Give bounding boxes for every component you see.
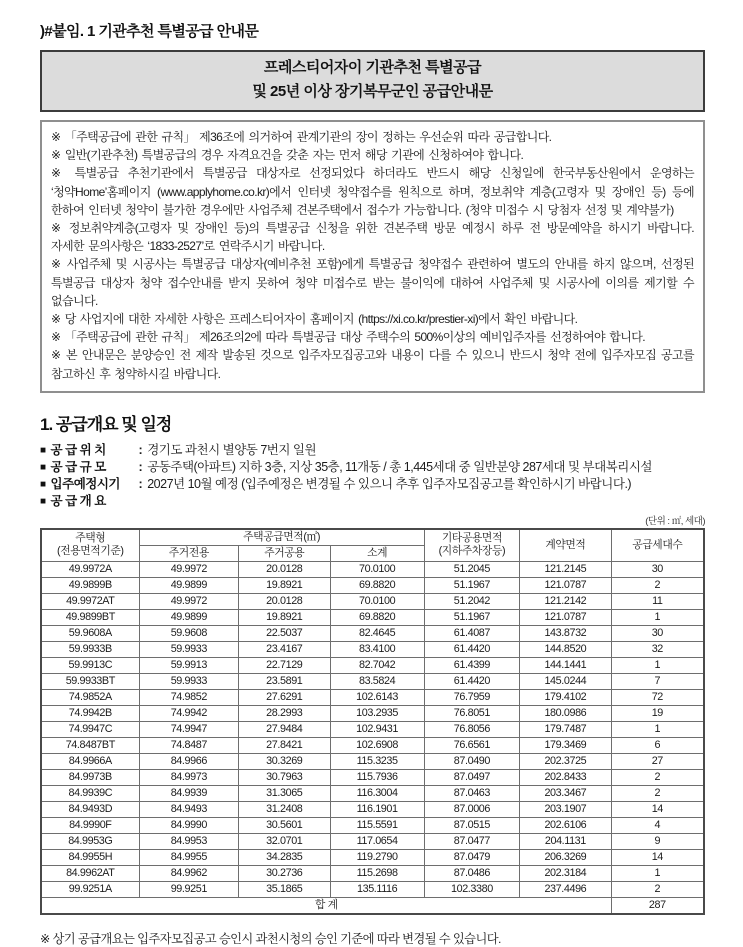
table-cell: 27 [611, 753, 704, 769]
table-cell: 61.4399 [424, 657, 519, 673]
table-cell: 31.3065 [239, 785, 330, 801]
table-cell: 9 [611, 833, 704, 849]
table-cell: 23.4167 [239, 641, 330, 657]
table-cell: 84.9990F [41, 817, 139, 833]
bullet-separator: : [138, 442, 143, 457]
table-cell: 61.4420 [424, 673, 519, 689]
table-cell: 59.9913 [139, 657, 238, 673]
table-cell: 84.9939 [139, 785, 238, 801]
table-cell: 99.9251 [139, 881, 238, 897]
table-cell: 179.7487 [520, 721, 611, 737]
square-bullet-icon: ■ [40, 461, 46, 473]
table-row [41, 753, 704, 769]
col-header-common-area: 주거공용 [239, 545, 330, 561]
table-row [41, 849, 704, 865]
table-row [41, 657, 704, 673]
table-cell: 11 [611, 593, 704, 609]
table-cell: 74.8487BT [41, 737, 139, 753]
bullet-supply-scale [40, 459, 705, 476]
section-title: 1. 공급개요 및 일정 [40, 414, 172, 434]
table-cell: 14 [611, 849, 704, 865]
supply-table-body [41, 561, 704, 897]
table-cell: 22.7129 [239, 657, 330, 673]
table-cell: 84.9955 [139, 849, 238, 865]
table-cell: 28.2993 [239, 705, 330, 721]
supply-overview-table [40, 528, 705, 915]
table-cell: 30 [611, 625, 704, 641]
table-cell: 74.9942 [139, 705, 238, 721]
table-cell: 30 [611, 561, 704, 577]
col-header-supply-area-group: 주택공급면적(㎡) [139, 529, 424, 546]
table-cell: 202.3725 [520, 753, 611, 769]
table-cell: 202.6106 [520, 817, 611, 833]
unit-note: (단위 : ㎡, 세대) [645, 515, 705, 527]
col-header-household-count: 공급세대수 [611, 529, 704, 562]
table-row [41, 641, 704, 657]
table-cell: 87.0490 [424, 753, 519, 769]
table-row [41, 737, 704, 753]
table-cell: 116.1901 [330, 801, 424, 817]
table-cell: 135.1116 [330, 881, 424, 897]
table-cell: 23.5891 [239, 673, 330, 689]
table-cell: 204.1131 [520, 833, 611, 849]
bullet-separator: : [138, 476, 143, 491]
header-box-line1: 프레스티어자이 기관추천 특별공급 [263, 59, 482, 76]
table-cell: 30.5601 [239, 817, 330, 833]
table-row [41, 673, 704, 689]
table-cell: 117.0654 [330, 833, 424, 849]
table-cell: 59.9933BT [41, 673, 139, 689]
table-cell: 102.3380 [424, 881, 519, 897]
table-cell: 121.2145 [520, 561, 611, 577]
bullet-label: 공 급 위 치 [50, 442, 106, 457]
table-cell: 27.9484 [239, 721, 330, 737]
table-cell: 51.2042 [424, 593, 519, 609]
table-cell: 180.0986 [520, 705, 611, 721]
table-cell: 82.4645 [330, 625, 424, 641]
table-cell: 74.9947 [139, 721, 238, 737]
table-cell: 202.3184 [520, 865, 611, 881]
header-box [40, 50, 705, 112]
table-cell: 35.1865 [239, 881, 330, 897]
total-value: 287 [611, 897, 704, 914]
table-cell: 51.1967 [424, 609, 519, 625]
col-header-housing-type-line2: (전용면적기준) [57, 545, 124, 558]
table-cell: 102.6143 [330, 689, 424, 705]
table-cell: 115.3235 [330, 753, 424, 769]
table-cell: 19.8921 [239, 609, 330, 625]
table-cell: 76.7959 [424, 689, 519, 705]
col-header-contract-area: 계약면적 [520, 529, 611, 562]
table-cell: 2 [611, 785, 704, 801]
table-cell: 84.9493D [41, 801, 139, 817]
table-cell: 69.8820 [330, 577, 424, 593]
table-cell: 87.0463 [424, 785, 519, 801]
notice-box [40, 120, 705, 393]
notice-paragraph: ※ 본 안내문은 분양승인 전 제작 발송된 것으로 입주자모집공고와 내용이 다를 수 있으니 반드시 청약 전에 입주자모집 공고를 참고하신 후 청약하시길 바랍니다. [51, 348, 694, 381]
table-cell: 121.0787 [520, 609, 611, 625]
table-cell: 30.7963 [239, 769, 330, 785]
table-cell: 2 [611, 769, 704, 785]
table-cell: 49.9972 [139, 561, 238, 577]
notice-paragraph: ※ 특별공급 추천기관에서 특별공급 대상자로 선정되었다 하더라도 반드시 해당 신청일에 한국부동산원에서 운영하는 ‘청약Home’홈페이지 (www.applyhome.co.kr)에서 인터넷 청약접수를 원칙으로 하며, 정보취약 계층(고령자 및 장애인 등) 등에 한하여 인터넷 청약이 불가한 경우에만 사업주체 견본주택에서 접수가 가능합니다. (청약 미접수 시 당첨자 선정 및 계약불가) [51, 166, 694, 217]
attachment-title: )#붙임. 1 기관추천 특별공급 안내문 [40, 23, 259, 40]
table-cell: 20.0128 [239, 593, 330, 609]
table-cell: 1 [611, 865, 704, 881]
table-cell: 84.9962AT [41, 865, 139, 881]
table-cell: 87.0515 [424, 817, 519, 833]
table-cell: 84.9493 [139, 801, 238, 817]
table-cell: 74.9947C [41, 721, 139, 737]
table-cell: 99.9251A [41, 881, 139, 897]
table-cell: 2 [611, 577, 704, 593]
table-cell: 115.5591 [330, 817, 424, 833]
bullet-value: 경기도 과천시 별양동 7번지 일원 [147, 442, 317, 457]
table-cell: 84.9939C [41, 785, 139, 801]
table-cell: 202.8433 [520, 769, 611, 785]
table-cell: 84.9953G [41, 833, 139, 849]
table-cell: 32 [611, 641, 704, 657]
col-header-other-common-area [424, 529, 519, 562]
table-cell: 69.8820 [330, 609, 424, 625]
table-cell: 49.9899B [41, 577, 139, 593]
table-row [41, 881, 704, 897]
table-cell: 116.3004 [330, 785, 424, 801]
table-row [41, 865, 704, 881]
table-row [41, 625, 704, 641]
table-cell: 70.0100 [330, 593, 424, 609]
header-box-line2: 및 25년 이상 장기복무군인 공급안내문 [252, 83, 493, 100]
table-row [41, 577, 704, 593]
table-cell: 61.4420 [424, 641, 519, 657]
table-cell: 49.9899BT [41, 609, 139, 625]
table-cell: 49.9899 [139, 577, 238, 593]
table-row [41, 785, 704, 801]
table-cell: 22.5037 [239, 625, 330, 641]
table-cell: 7 [611, 673, 704, 689]
table-cell: 59.9913C [41, 657, 139, 673]
table-row [41, 705, 704, 721]
table-cell: 87.0479 [424, 849, 519, 865]
notice-paragraph: ※ 당 사업지에 대한 자세한 사항은 프레스티어자이 홈페이지 (https://xi.co.kr/prestier-xi)에서 확인 바랍니다. [51, 312, 578, 327]
table-cell: 49.9899 [139, 609, 238, 625]
col-header-other-common-line1: 기타공용면적 [441, 532, 502, 545]
table-cell: 119.2790 [330, 849, 424, 865]
total-label: 합 계 [41, 897, 611, 914]
table-cell: 74.9852 [139, 689, 238, 705]
table-cell: 19 [611, 705, 704, 721]
notice-paragraph: ※ 일반(기관추천) 특별공급의 경우 자격요건을 갖춘 자는 먼저 해당 기관에 신청하여야 합니다. [51, 148, 524, 163]
table-cell: 74.9942B [41, 705, 139, 721]
table-cell: 76.8056 [424, 721, 519, 737]
square-bullet-icon: ■ [40, 444, 46, 456]
table-cell: 121.2142 [520, 593, 611, 609]
table-cell: 70.0100 [330, 561, 424, 577]
table-cell: 145.0244 [520, 673, 611, 689]
table-cell: 20.0128 [239, 561, 330, 577]
total-row [41, 897, 704, 914]
table-row [41, 801, 704, 817]
bullet-value: 공동주택(아파트) 지하 3층, 지상 35층, 11개동 / 총 1,445세대 중 일반분양 287세대 및 부대복리시설 [147, 459, 652, 474]
table-cell: 203.1907 [520, 801, 611, 817]
table-cell: 76.8051 [424, 705, 519, 721]
table-cell: 4 [611, 817, 704, 833]
table-cell: 59.9933 [139, 641, 238, 657]
col-header-private-area: 주거전용 [139, 545, 238, 561]
table-cell: 206.3269 [520, 849, 611, 865]
bullet-supply-overview [40, 493, 705, 510]
table-cell: 74.9852A [41, 689, 139, 705]
table-cell: 237.4496 [520, 881, 611, 897]
col-header-other-common-line2: (지하주차장등) [438, 545, 506, 558]
table-cell: 59.9933 [139, 673, 238, 689]
table-cell: 59.9933B [41, 641, 139, 657]
table-cell: 144.1441 [520, 657, 611, 673]
table-cell: 61.4087 [424, 625, 519, 641]
table-cell: 103.2935 [330, 705, 424, 721]
table-cell: 115.7936 [330, 769, 424, 785]
table-cell: 76.6561 [424, 737, 519, 753]
table-cell: 87.0006 [424, 801, 519, 817]
table-cell: 87.0477 [424, 833, 519, 849]
table-cell: 83.5824 [330, 673, 424, 689]
bullet-label: 입주예정시기 [50, 476, 120, 491]
table-cell: 1 [611, 657, 704, 673]
table-cell: 121.0787 [520, 577, 611, 593]
table-cell: 84.9973B [41, 769, 139, 785]
table-row [41, 817, 704, 833]
table-row [41, 609, 704, 625]
notice-paragraph: ※ 「주택공급에 관한 규칙」 제36조에 의거하여 관계기관의 장이 정하는 우선순위 따라 공급합니다. [51, 130, 552, 144]
bullet-movein-date [40, 476, 705, 493]
table-cell: 30.2736 [239, 865, 330, 881]
square-bullet-icon: ■ [40, 495, 46, 507]
table-cell: 74.8487 [139, 737, 238, 753]
bullet-value: 2027년 10월 예정 (입주예정은 변경될 수 있으니 추후 입주자모집공고를 확인하시기 바랍니다.) [147, 476, 632, 491]
bullet-supply-location [40, 442, 705, 459]
table-cell: 51.2045 [424, 561, 519, 577]
table-cell: 82.7042 [330, 657, 424, 673]
table-cell: 84.9966 [139, 753, 238, 769]
table-cell: 30.3269 [239, 753, 330, 769]
table-row [41, 769, 704, 785]
footer-note: ※ 상기 공급개요는 입주자모집공고 승인시 과천시청의 승인 기준에 따라 변경될 수 있습니다. [40, 931, 501, 946]
table-row [41, 593, 704, 609]
table-cell: 14 [611, 801, 704, 817]
bullet-label: 공 급 규 모 [50, 459, 106, 474]
table-cell: 179.4102 [520, 689, 611, 705]
notice-paragraph: ※ 정보취약계층(고령자 및 장애인 등)의 특별공급 신청을 위한 견본주택 방문 예정시 하루 전 방문예약을 하시기 바랍니다. 자세한 문의사항은 ‘1833-2527’로 연락주시기 바랍니다. [51, 221, 694, 254]
table-cell: 84.9990 [139, 817, 238, 833]
table-cell: 2 [611, 881, 704, 897]
table-cell: 59.9608A [41, 625, 139, 641]
notice-paragraph: ※ 「주택공급에 관한 규칙」 제26조의2에 따라 특별공급 대상 주택수의 500%이상의 예비입주자를 선정하여야 합니다. [51, 330, 645, 345]
table-cell: 51.1967 [424, 577, 519, 593]
table-header-row-1 [41, 529, 704, 546]
table-cell: 19.8921 [239, 577, 330, 593]
table-row [41, 689, 704, 705]
table-row [41, 721, 704, 737]
table-cell: 1 [611, 609, 704, 625]
table-cell: 1 [611, 721, 704, 737]
table-cell: 27.6291 [239, 689, 330, 705]
table-cell: 203.3467 [520, 785, 611, 801]
col-header-subtotal: 소계 [330, 545, 424, 561]
table-cell: 83.4100 [330, 641, 424, 657]
table-cell: 27.8421 [239, 737, 330, 753]
table-cell: 49.9972A [41, 561, 139, 577]
table-cell: 87.0497 [424, 769, 519, 785]
table-row [41, 833, 704, 849]
bullet-separator: : [138, 459, 143, 474]
col-header-housing-type [41, 529, 139, 562]
table-row [41, 561, 704, 577]
table-cell: 84.9962 [139, 865, 238, 881]
table-cell: 59.9608 [139, 625, 238, 641]
table-cell: 49.9972 [139, 593, 238, 609]
table-cell: 49.9972AT [41, 593, 139, 609]
table-cell: 6 [611, 737, 704, 753]
table-cell: 87.0486 [424, 865, 519, 881]
square-bullet-icon: ■ [40, 478, 46, 490]
table-cell: 102.9431 [330, 721, 424, 737]
table-cell: 84.9953 [139, 833, 238, 849]
table-cell: 179.3469 [520, 737, 611, 753]
table-cell: 84.9955H [41, 849, 139, 865]
notice-paragraph: ※ 사업주체 및 시공사는 특별공급 대상자(예비추천 포함)에게 특별공급 청약접수 관련하여 별도의 안내를 하지 않으며, 선정된 특별공급 대상자 청약 접수안내를 받지 못하여 청약 미접수로 받는 불이익에 대하여 사업주체 및 시공사에 이의를 제기할 수 없습니다. [51, 257, 694, 308]
table-cell: 102.6908 [330, 737, 424, 753]
col-header-housing-type-line1: 주택형 [75, 532, 106, 545]
table-cell: 84.9966A [41, 753, 139, 769]
table-cell: 84.9973 [139, 769, 238, 785]
bullet-label: 공 급 개 요 [50, 493, 106, 508]
table-cell: 32.0701 [239, 833, 330, 849]
table-cell: 72 [611, 689, 704, 705]
table-cell: 34.2835 [239, 849, 330, 865]
table-cell: 31.2408 [239, 801, 330, 817]
table-cell: 115.2698 [330, 865, 424, 881]
table-cell: 144.8520 [520, 641, 611, 657]
table-cell: 143.8732 [520, 625, 611, 641]
